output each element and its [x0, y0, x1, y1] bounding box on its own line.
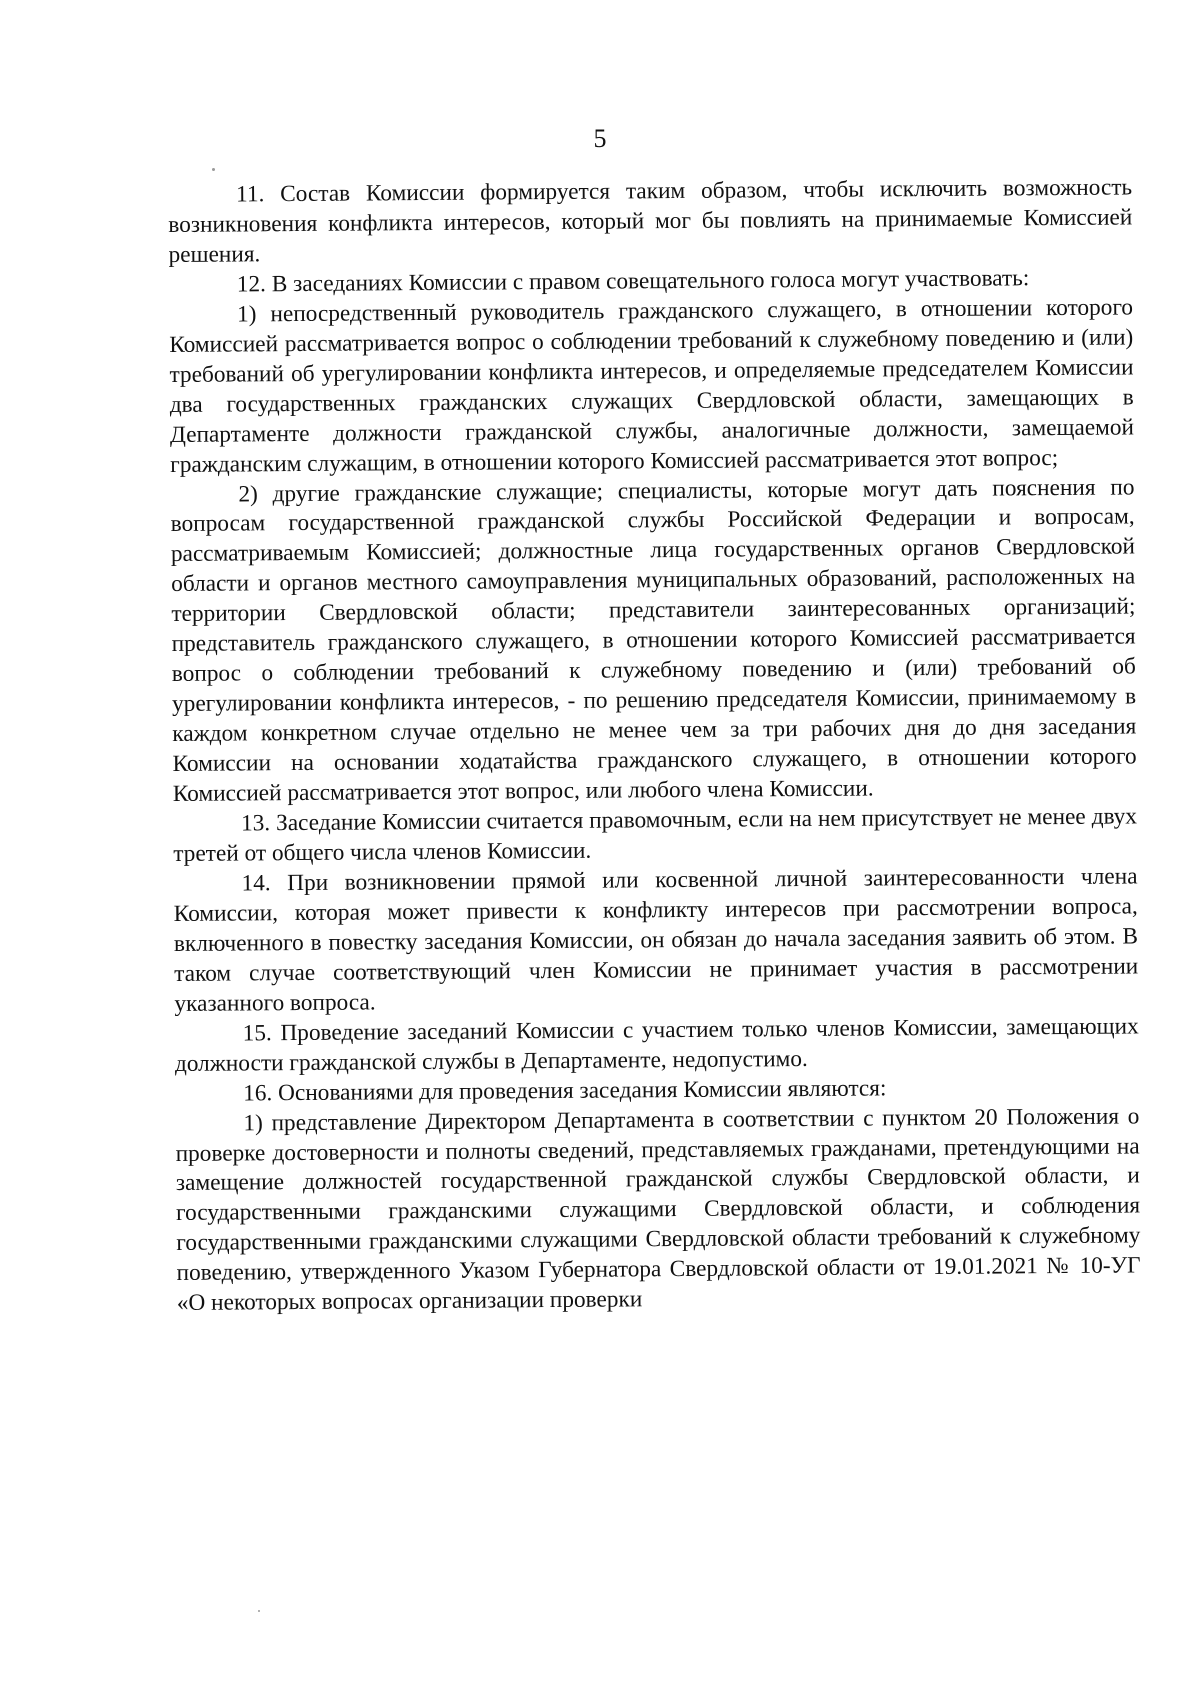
paragraph-16-item-1: 1) представление Директором Департамента в соответствии с пунктом 20 Положения о проверке достоверности и полноты сведений, представляемых гражданами, претендующими на замещение должностей государственной гражданской службы Свердловской области, и государственными гражданскими служащими Свердловской области, и соблюдения государственными гражданскими служащими Свердловской области требований к служебному поведению, утвержденного Указом Губернатора Свердловской области от 19.01.2021 № 10-УГ «О некоторых вопросах организации проверки: [175, 1102, 1141, 1317]
page-number: 5: [593, 124, 607, 153]
document-body: [168, 173, 1141, 1319]
paragraph-12-item-2: 2) другие гражданские служащие; специалисты, которые могут дать пояснения по вопросам государственной гражданской службы Российской Федерации и вопросам, рассматриваемым Комиссией; должностные лица государственных органов Свердловской области и органов местного самоуправления муниципальных образований, расположенных на территории Свердловской области; представители заинтересованных организаций; представитель гражданского служащего, в отношении которого Комиссией рассматривается вопрос о соблюдении требований к служебному поведению и (или) требований об урегулировании конфликта интересов, - по решению председателя Комиссии, принимаемому в каждом конкретном случае отдельно не менее чем за три рабочих дня до дня заседания Комиссии на основании ходатайства гражданского служащего, в отношении которого Комиссией рассматривается этот вопрос, или любого члена Комиссии.: [170, 473, 1137, 808]
paragraph-16: 16. Основаниями для проведения заседания Комиссии являются:: [243, 1074, 887, 1107]
paragraph-11: 11. Состав Комиссии формируется таким образом, чтобы исключить возможность возникновения конфликта интересов, который мог бы повлиять на принимаемые Комиссией решения.: [168, 174, 1133, 268]
scan-speck: [258, 1610, 260, 1612]
paragraph-14: 14. При возникновении прямой или косвенной личной заинтересованности члена Комиссии, которая может привести к конфликту интересов при рассмотрении вопроса, включенного в повестку заседания Комиссии, он обязан до начала заседания заявить об этом. В таком случае соответствующий член Комиссии не принимает участия в рассмотрении указанного вопроса.: [173, 863, 1139, 1017]
scan-speck: [212, 168, 215, 171]
paragraph-12-item-1: 1) непосредственный руководитель гражданского служащего, в отношении которого Комиссией рассматривается вопрос о соблюдении требований к служебному поведению и (или) требований об урегулировании конфликта интересов, и определяемые председателем Комиссии два государственных гражданских служащих Свердловской области, замещающих в Департаменте должности гражданской службы, аналогичные должности, замещаемой гражданским служащим, в отношении которого Комиссией рассматривается этот вопрос;: [169, 294, 1135, 478]
paragraph-12: 12. В заседаниях Комиссии с правом совещательного голоса могут участвовать:: [236, 265, 1030, 298]
paragraph-15: 15. Проведение заседаний Комиссии с участием только членов Комиссии, замещающих должности гражданской службы в Департаменте, недопустимо.: [174, 1013, 1139, 1077]
paragraph-13: 13. Заседание Комиссии считается правомочным, если на нем присутствует не менее двух третей от общего числа членов Комиссии.: [173, 803, 1138, 867]
